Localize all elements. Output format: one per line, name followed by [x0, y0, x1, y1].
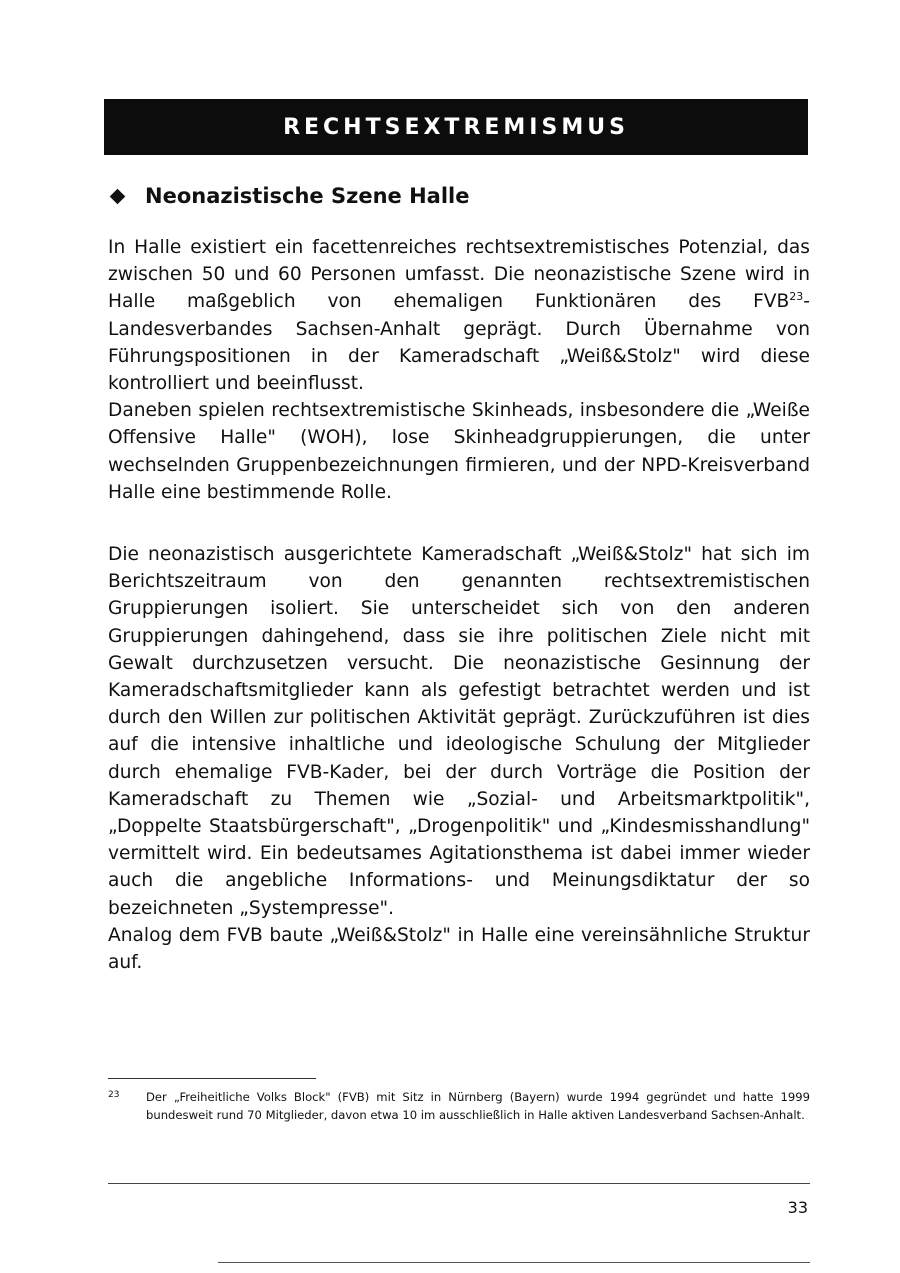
text-block-1	[108, 234, 810, 506]
paragraph-2: Daneben spielen rechtsextremistische Skinheads, insbesondere die „Weiße Offensive Halle" (WOH), lose Skinheadgruppierungen, die unter wechselnden Gruppenbezeichnungen firmieren, und der NPD-Kreisverband Halle eine bestimmende Rolle.	[108, 400, 810, 503]
paragraph-1-part-2: -Landesverbandes Sachsen-Anhalt geprägt. Durch Übernahme von Führungspositionen in der Kameradschaft „Weiß&Stolz" wird diese kontrolliert und beeinflusst.	[108, 291, 810, 395]
diamond-bullet-icon	[110, 188, 126, 204]
paragraph-4: Analog dem FVB baute „Weiß&Stolz" in Halle eine vereinsähnliche Struktur auf.	[108, 924, 810, 974]
footnote	[108, 1088, 810, 1124]
page-bottom-rule	[218, 1262, 810, 1263]
paragraph-1	[108, 234, 810, 397]
chapter-header-bar	[104, 99, 808, 155]
section-heading	[108, 178, 808, 214]
chapter-title: RECHTSEXTREMISMUS	[283, 114, 629, 140]
footnote-marker: 23	[108, 1090, 120, 1100]
footnote-separator	[108, 1078, 316, 1079]
footnote-reference: 23	[789, 290, 804, 304]
page-footer-rule	[108, 1183, 810, 1184]
footnote-text: Der „Freiheitliche Volks Block" (FVB) mit Sitz in Nürnberg (Bayern) wurde 1994 gegründet und hatte 1999 bundesweit rund 70 Mitglieder, davon etwa 10 im ausschließlich in Halle aktiven Landesverband Sachsen-Anhalt.	[146, 1090, 810, 1122]
paragraph-1-part-1: In Halle existiert ein facettenreiches rechtsextremistisches Potenzial, das zwischen 50 und 60 Personen umfasst. Die neonazistische Szene wird in Halle maßgeblich von ehemaligen Funktionären des FVB	[108, 237, 810, 313]
text-block-2	[108, 541, 810, 976]
paragraph-3: Die neonazistisch ausgerichtete Kameradschaft „Weiß&Stolz" hat sich im Berichtszeitraum von den genannten rechtsextremistischen Gruppierungen isoliert. Sie unterscheidet sich von den anderen Gruppierungen dahingehend, dass sie ihre politischen Ziele nicht mit Gewalt durchzusetzen versucht. Die neonazistische Gesinnung der Kameradschaftsmitglieder kann als gefestigt betrachtet werden und ist durch den Willen zur politischen Aktivität geprägt. Zurückzuführen ist dies auf die intensive inhaltliche und ideologische Schulung der Mitglieder durch ehemalige FVB-Kader, bei der durch Vorträge die Position der Kameradschaft zu Themen wie „Sozial- und Arbeitsmarktpolitik", „Doppelte Staatsbürgerschaft", „Drogenpolitik" und „Kindesmisshandlung" vermittelt wird. Ein bedeutsames Agitationsthema ist dabei immer wieder auch die angebliche Informations- und Meinungsdiktatur der so bezeichneten „Systempresse".	[108, 544, 810, 919]
page-number: 33	[787, 1198, 808, 1217]
section-heading-text: Neonazistische Szene Halle	[145, 184, 470, 208]
